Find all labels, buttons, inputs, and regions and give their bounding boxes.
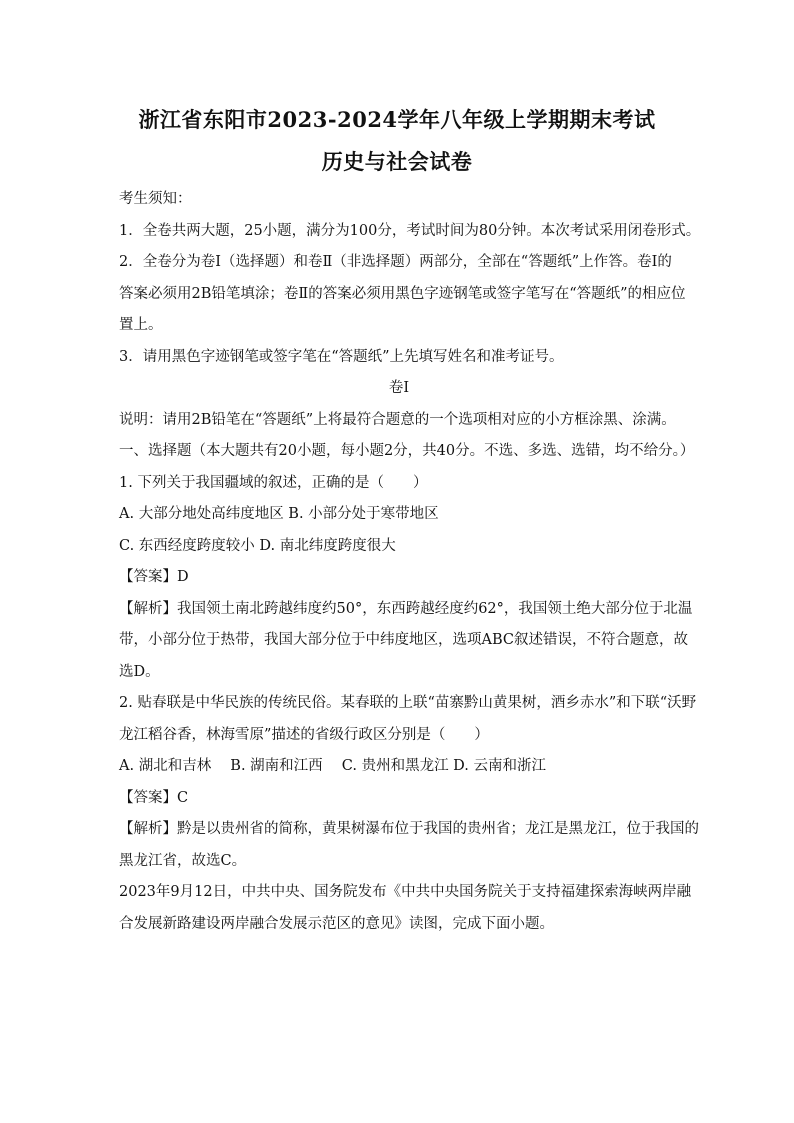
notice-item-3: 3．请用黑色字迹钢笔或签字笔在“答题纸”上先填写姓名和准考证号。 bbox=[119, 348, 564, 365]
question-2-answer: 【答案】C bbox=[119, 789, 189, 806]
section-title: 卷Ⅰ bbox=[388, 380, 410, 396]
question-1-analysis: 带，小部分位于热带，我国大部分位于中纬度地区，选项ABC叙述错误，不符合题意，故 bbox=[119, 632, 688, 648]
material-intro: 2023年9月12日，中共中央、国务院发布《中共中央国务院关于支持福建探索海峡两岸融 bbox=[119, 884, 692, 900]
question-2-analysis: 黑龙江省，故选C。 bbox=[119, 852, 247, 869]
question-1-options: A. 大部分地处高纬度地区 B. 小部分处于寒带地区 bbox=[119, 506, 439, 522]
notice-item-2: 2．全卷分为卷Ⅰ（选择题）和卷Ⅱ（非选择题）两部分，全部在“答题纸”上作答。卷Ⅰ的 bbox=[119, 254, 672, 270]
part-heading: 一、选择题（本大题共有20小题，每小题2分，共40分。不选、多选、选错，均不给分。） bbox=[119, 443, 695, 459]
section-instruction: 说明：请用2B铅笔在“答题纸”上将最符合题意的一个选项相对应的小方框涂黑、涂满。 bbox=[119, 411, 676, 428]
notice-heading: 考生须知： bbox=[119, 191, 192, 207]
question-2-analysis: 【解析】黔是以贵州省的简称，黄果树瀑布位于我国的贵州省；龙江是黑龙江，位于我国的 bbox=[119, 821, 699, 837]
question-1-analysis: 【解析】我国领土南北跨越纬度约50°，东西跨越经度约62°，我国领土绝大部分位于北温 bbox=[119, 600, 693, 617]
question-1-analysis: 选D。 bbox=[119, 663, 160, 680]
exam-subtitle: 历史与社会试卷 bbox=[321, 149, 473, 174]
question-1-options: C. 东西经度跨度较小 D. 南北纬度跨度很大 bbox=[119, 537, 396, 554]
question-2: 龙江稻谷香，林海雪原”描述的省级行政区分别是（ ） bbox=[119, 726, 489, 743]
question-1: 1. 下列关于我国疆域的叙述，正确的是（ ） bbox=[119, 474, 428, 491]
question-2-options: A. 湖北和吉林 B. 湖南和江西 C. 贵州和黑龙江 D. 云南和浙江 bbox=[119, 758, 547, 774]
exam-body bbox=[119, 184, 701, 940]
notice-item-2-cont: 置上。 bbox=[119, 317, 163, 333]
question-2: 2. 贴春联是中华民族的传统民俗。某春联的上联“苗寨黔山黄果树，酒乡赤水”和下联“沃野 bbox=[119, 695, 697, 711]
notice-item-1: 1．全卷共两大题，25小题，满分为100分，考试时间为80分钟。本次考试采用闭卷形式。 bbox=[119, 222, 701, 239]
question-1-answer: 【答案】D bbox=[119, 569, 189, 585]
exam-title: 浙江省东阳市2023-2024学年八年级上学期期末考试 bbox=[138, 107, 656, 132]
material-intro: 合发展新路建设两岸融合发展示范区的意见》读图，完成下面小题。 bbox=[119, 915, 554, 932]
notice-item-2-cont: 答案必须用2B铅笔填涂；卷Ⅱ的答案必须用黑色字迹钢笔或签字笔写在“答题纸”的相应位 bbox=[119, 285, 686, 302]
